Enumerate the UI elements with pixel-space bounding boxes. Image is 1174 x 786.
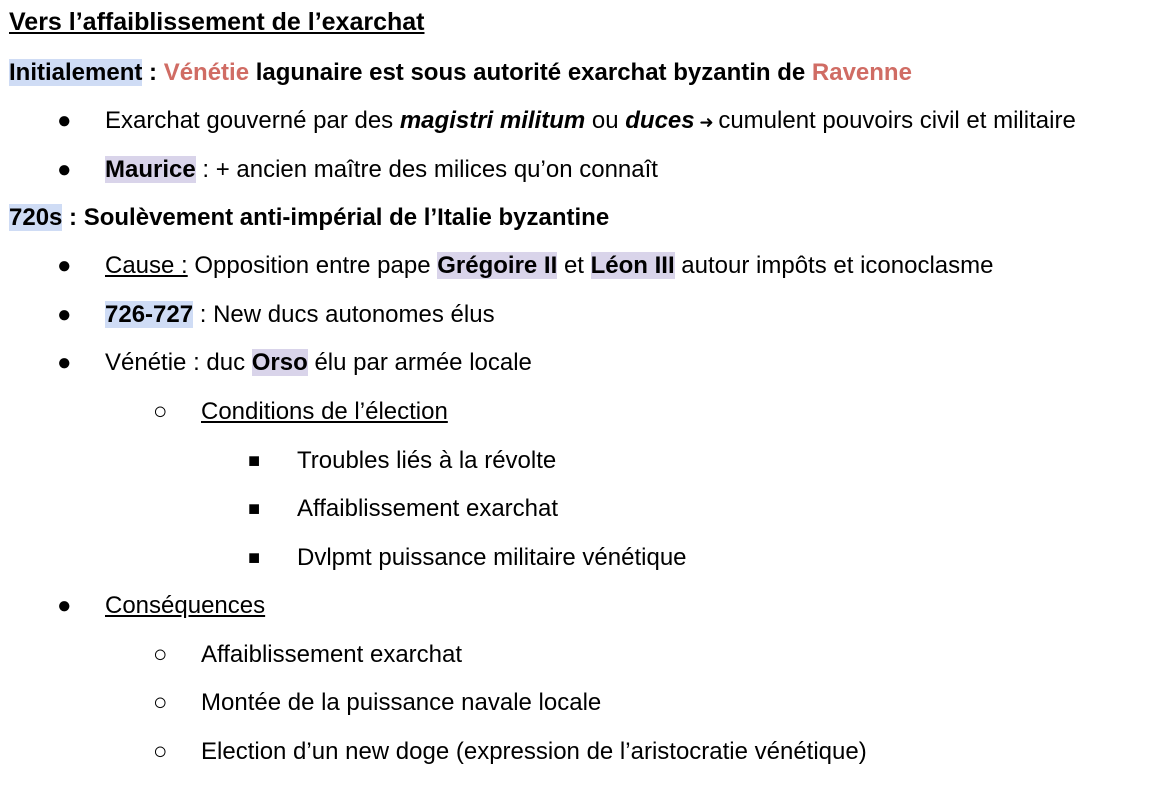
name-gregoire-ii: Grégoire II	[437, 252, 558, 279]
list-item-venetie-orso	[105, 348, 532, 378]
list-item-cause	[105, 251, 993, 281]
place-venetie: Vénétie	[163, 59, 250, 86]
bullet-circle-icon: ○	[153, 641, 168, 668]
consequences-label: Conséquences	[105, 592, 266, 619]
condition-item: Dvlpmt puissance militaire vénétique	[297, 544, 687, 571]
section-heading-720s	[9, 203, 609, 233]
bullet-disc-icon: ●	[57, 156, 72, 183]
cause-label: Cause :	[105, 252, 188, 279]
list-item-maurice	[105, 155, 658, 185]
bullet-square-icon: ■	[248, 450, 261, 472]
page-title: Vers l’affaiblissement de l’exarchat	[9, 8, 425, 36]
text: : + ancien maître des milices qu’on connaît	[195, 156, 658, 183]
list-item-exarchat	[105, 106, 1076, 136]
text: ou	[585, 107, 626, 134]
consequence-item: Election d’un new doge (expression de l’aristocratie vénétique)	[201, 738, 867, 765]
text: : New ducs autonomes élus	[193, 301, 495, 328]
section-heading-initialement	[9, 58, 912, 88]
bullet-disc-icon: ●	[57, 301, 72, 328]
bullet-circle-icon: ○	[153, 689, 168, 716]
heading-middle-text: lagunaire est sous autorité exarchat byzantin de	[249, 59, 812, 86]
consequence-item: Affaiblissement exarchat	[201, 641, 463, 668]
condition-item: Affaiblissement exarchat	[297, 495, 559, 522]
name-maurice: Maurice	[105, 156, 196, 183]
conditions-label: Conditions de l’élection	[201, 398, 448, 425]
bullet-square-icon: ■	[248, 498, 261, 520]
heading-label: Initialement	[9, 59, 143, 86]
text: et	[557, 252, 591, 279]
consequence-item: Montée de la puissance navale locale	[201, 689, 602, 716]
text: Vénétie : duc	[105, 349, 252, 376]
place-ravenne: Ravenne	[811, 59, 912, 86]
heading-rest: : Soulèvement anti-impérial de l’Italie byzantine	[62, 204, 610, 231]
bullet-square-icon: ■	[248, 547, 261, 569]
text: cumulent pouvoirs civil et militaire	[718, 107, 1076, 134]
term-magistri-militum: magistri militum	[399, 107, 586, 134]
bullet-disc-icon: ●	[57, 592, 72, 619]
text: Exarchat gouverné par des	[105, 107, 400, 134]
condition-item: Troubles liés à la révolte	[297, 447, 557, 474]
heading-label: 720s	[9, 204, 63, 231]
text: élu par armée locale	[307, 349, 532, 376]
bullet-disc-icon: ●	[57, 252, 72, 279]
bullet-disc-icon: ●	[57, 107, 72, 134]
bullet-circle-icon: ○	[153, 738, 168, 765]
arrow-right-icon: ➜	[694, 113, 719, 132]
name-orso: Orso	[251, 349, 308, 376]
term-duces: duces	[625, 107, 695, 134]
name-leon-iii: Léon III	[590, 252, 675, 279]
bullet-circle-icon: ○	[153, 398, 168, 425]
date-726-727: 726-727	[105, 301, 194, 328]
list-item-726-727	[105, 300, 495, 330]
bullet-disc-icon: ●	[57, 349, 72, 376]
heading-separator: :	[142, 59, 164, 86]
text: Opposition entre pape	[187, 252, 438, 279]
text: autour impôts et iconoclasme	[674, 252, 994, 279]
